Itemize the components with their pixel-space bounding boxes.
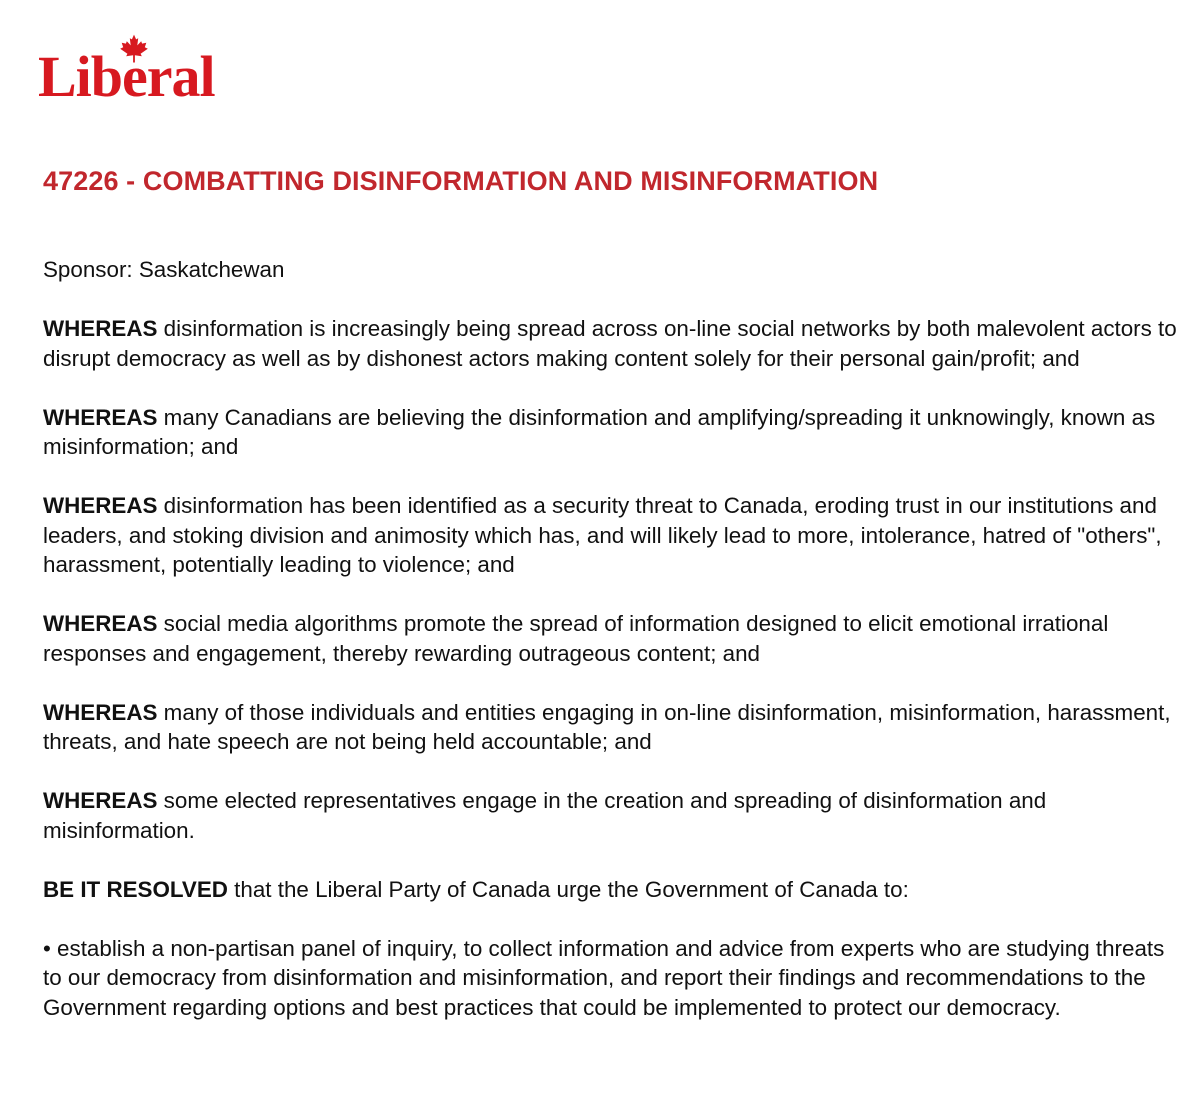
- whereas-text: many of those individuals and entities engaging in on-line disinformation, misinformation, harassment, threats, and hate speech are not being held accountable; and: [43, 699, 1171, 754]
- party-logo: [38, 34, 218, 114]
- sponsor-line: Sponsor: Saskatchewan: [43, 257, 285, 282]
- resolved-text: that the Liberal Party of Canada urge the Government of Canada to:: [227, 876, 909, 902]
- whereas-text: social media algorithms promote the spread of information designed to elicit emotional irrational responses and engagement, thereby rewarding outrageous content; and: [43, 611, 1109, 666]
- resolved-label: BE IT RESOLVED: [43, 876, 228, 902]
- whereas-text: many Canadians are believing the disinformation and amplifying/spreading it unknowingly, known as misinformation; and: [43, 404, 1156, 459]
- whereas-text: some elected representatives engage in the creation and spreading of disinformation and misinformation.: [43, 788, 1047, 843]
- whereas-text: disinformation is increasingly being spread across on-line social networks by both malevolent actors to disrupt democracy as well as by dishonest actors making content solely for their personal gain/profit; and: [43, 316, 1177, 371]
- whereas-label: WHEREAS: [43, 788, 158, 813]
- whereas-clause: [43, 609, 1183, 668]
- whereas-clause: [43, 698, 1183, 757]
- whereas-label: WHEREAS: [43, 611, 158, 636]
- logo-wordmark: Liberal: [38, 44, 215, 109]
- resolution-bullet: • establish a non-partisan panel of inquiry, to collect information and advice from experts who are studying threats to our democracy from disinformation and misinformation, and report their findings and recommendations to the Government regarding options and best practices that could be implemented to protect our democracy.: [43, 935, 1165, 1020]
- whereas-label: WHEREAS: [43, 316, 158, 341]
- whereas-label: WHEREAS: [43, 404, 158, 430]
- resolved-clause: [43, 875, 1183, 905]
- resolution-title: 47226 - COMBATTING DISINFORMATION AND MISINFORMATION: [43, 166, 879, 196]
- whereas-clause: [43, 786, 1183, 845]
- whereas-clause: [43, 491, 1183, 580]
- whereas-clause: [43, 314, 1183, 373]
- whereas-text: disinformation has been identified as a security threat to Canada, eroding trust in our institutions and leaders, and stoking division and animosity which has, and will likely lead to more, intolerance, hatred of "others", harassment, potentially leading to violence; and: [43, 493, 1162, 577]
- resolution-body: [43, 255, 1183, 1052]
- whereas-label: WHEREAS: [43, 699, 158, 725]
- whereas-clause: [43, 403, 1183, 462]
- whereas-label: WHEREAS: [43, 493, 158, 518]
